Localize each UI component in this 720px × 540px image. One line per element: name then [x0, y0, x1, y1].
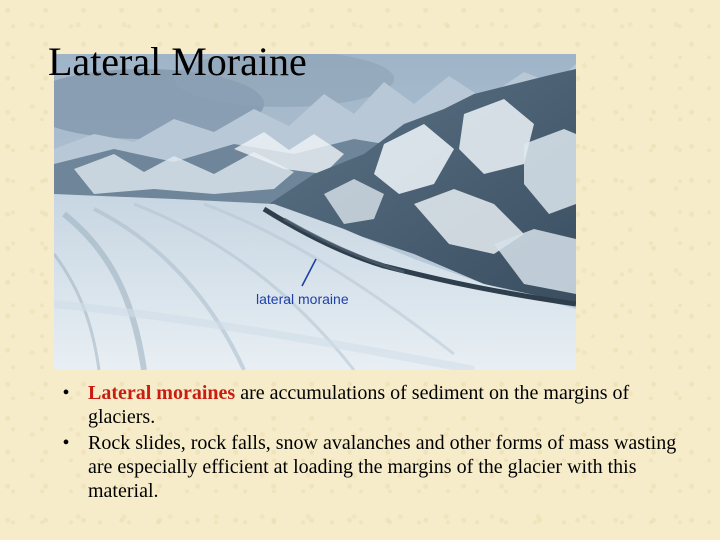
bullet-marker: •	[62, 432, 70, 454]
glacier-photo	[54, 54, 576, 370]
bullet-item	[58, 431, 678, 503]
slide-title: Lateral Moraine	[48, 39, 307, 84]
bullet-item	[58, 381, 678, 429]
bullet-marker: •	[62, 382, 70, 404]
bullet-text: are accumulations of sediment on the margins of glaciers.	[88, 382, 630, 428]
bullet-list	[58, 381, 678, 505]
bullet-text: Rock slides, rock falls, snow avalanches and other forms of mass wasting are especially efficient at loading the margins of the glacier with this material.	[88, 432, 677, 502]
lateral-moraine-annotation: lateral moraine	[256, 291, 349, 307]
highlighted-term: Lateral moraines	[88, 382, 236, 404]
